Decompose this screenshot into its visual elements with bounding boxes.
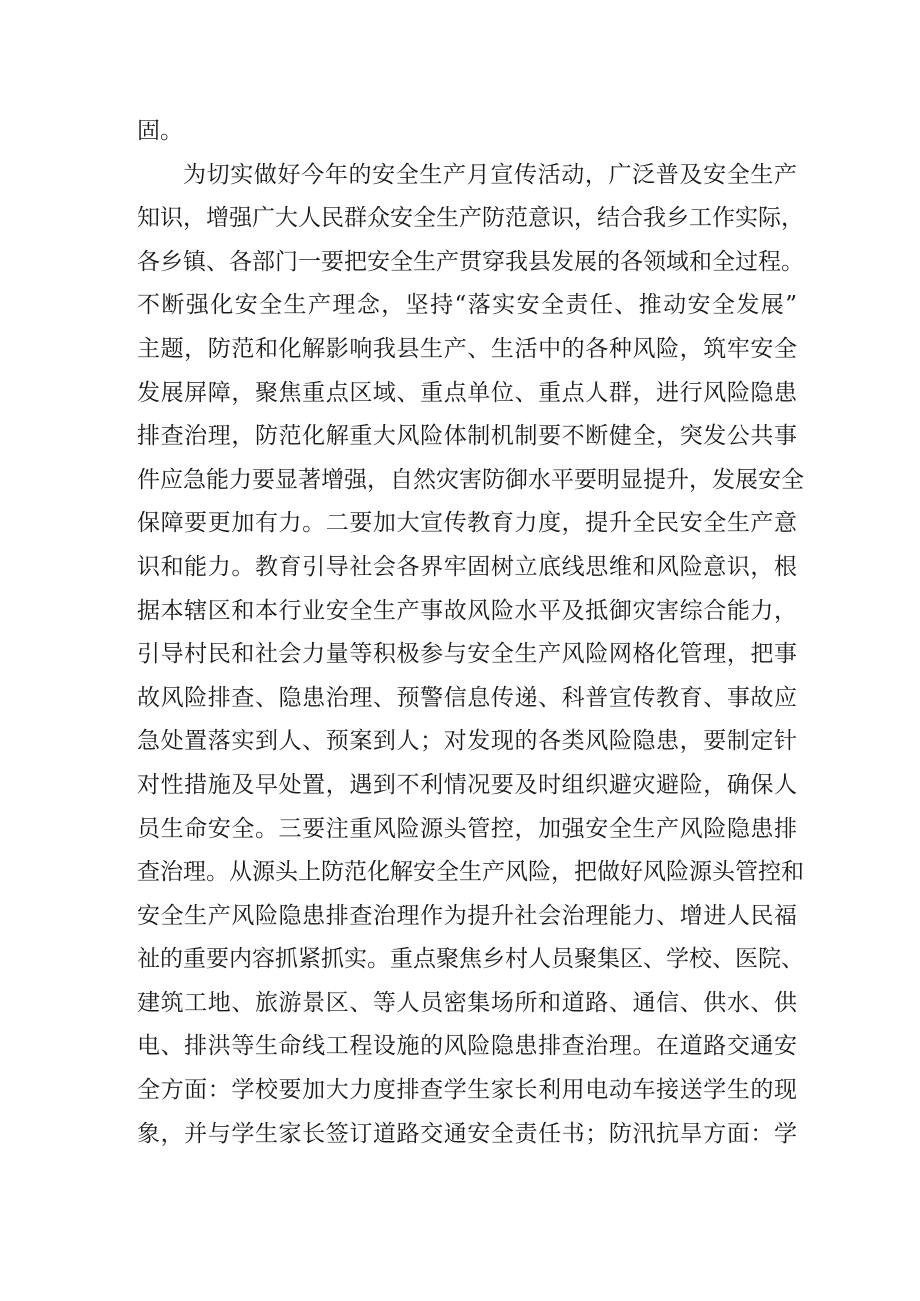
text-line: 据本辖区和本行业安全生产事故风险水平及抵御灾害综合能力， <box>137 597 797 624</box>
text-line: 象，并与学生家长签订道路交通安全责任书；防汛抗旱方面：学 <box>137 1120 797 1147</box>
text-line: 查治理。从源头上防范化解安全生产风险，把做好风险源头管控和 <box>137 859 804 886</box>
body-text <box>137 110 804 1156</box>
text-line: 保障要更加有力。二要加大宣传教育力度，提升全民安全生产意 <box>137 510 797 537</box>
text-line: 发展屏障，聚焦重点区域、重点单位、重点人群，进行风险隐患 <box>137 379 797 406</box>
text-line: 各乡镇、各部门一要把安全生产贯穿我县发展的各领域和全过程。 <box>137 248 804 275</box>
text-line: 主题，防范和化解影响我县生产、生活中的各种风险，筑牢安全 <box>137 335 797 362</box>
text-line: 员生命安全。三要注重风险源头管控，加强安全生产风险隐患排 <box>137 815 797 842</box>
text-line: 急处置落实到人、预案到人；对发现的各类风险隐患，要制定针 <box>137 728 797 755</box>
text-line: 故风险排查、隐患治理、预警信息传递、科普宣传教育、事故应 <box>137 684 797 711</box>
text-line: 电、排洪等生命线工程设施的风险隐患排查治理。在道路交通安 <box>137 1033 797 1060</box>
text-line: 建筑工地、旅游景区、等人员密集场所和道路、通信、供水、供 <box>137 989 797 1016</box>
text-line: 为切实做好今年的安全生产月宣传活动，广泛普及安全生产 <box>183 161 797 188</box>
text-line: 件应急能力要显著增强，自然灾害防御水平要明显提升，发展安全 <box>137 466 804 493</box>
text-line: 识和能力。教育引导社会各界牢固树立底线思维和风险意识，根 <box>137 553 797 580</box>
text-line: 固。 <box>137 118 183 144</box>
text-line: 引导村民和社会力量等积极参与安全生产风险网格化管理，把事 <box>137 641 797 668</box>
text-line: 全方面：学校要加大力度排查学生家长利用电动车接送学生的现 <box>137 1077 797 1104</box>
text-line: 排查治理，防范化解重大风险体制机制要不断健全，突发公共事 <box>137 423 797 450</box>
text-line: 安全生产风险隐患排查治理作为提升社会治理能力、增进人民福 <box>137 902 797 929</box>
text-line: 知识，增强广大人民群众安全生产防范意识，结合我乡工作实际， <box>137 205 804 232</box>
text-line: 不断强化安全生产理念，坚持“落实安全责任、推动安全发展” <box>137 292 797 319</box>
text-line: 对性措施及早处置，遇到不利情况要及时组织避灾避险，确保人 <box>137 771 797 798</box>
text-line: 祉的重要内容抓紧抓实。重点聚焦乡村人员聚集区、学校、医院、 <box>137 946 804 973</box>
